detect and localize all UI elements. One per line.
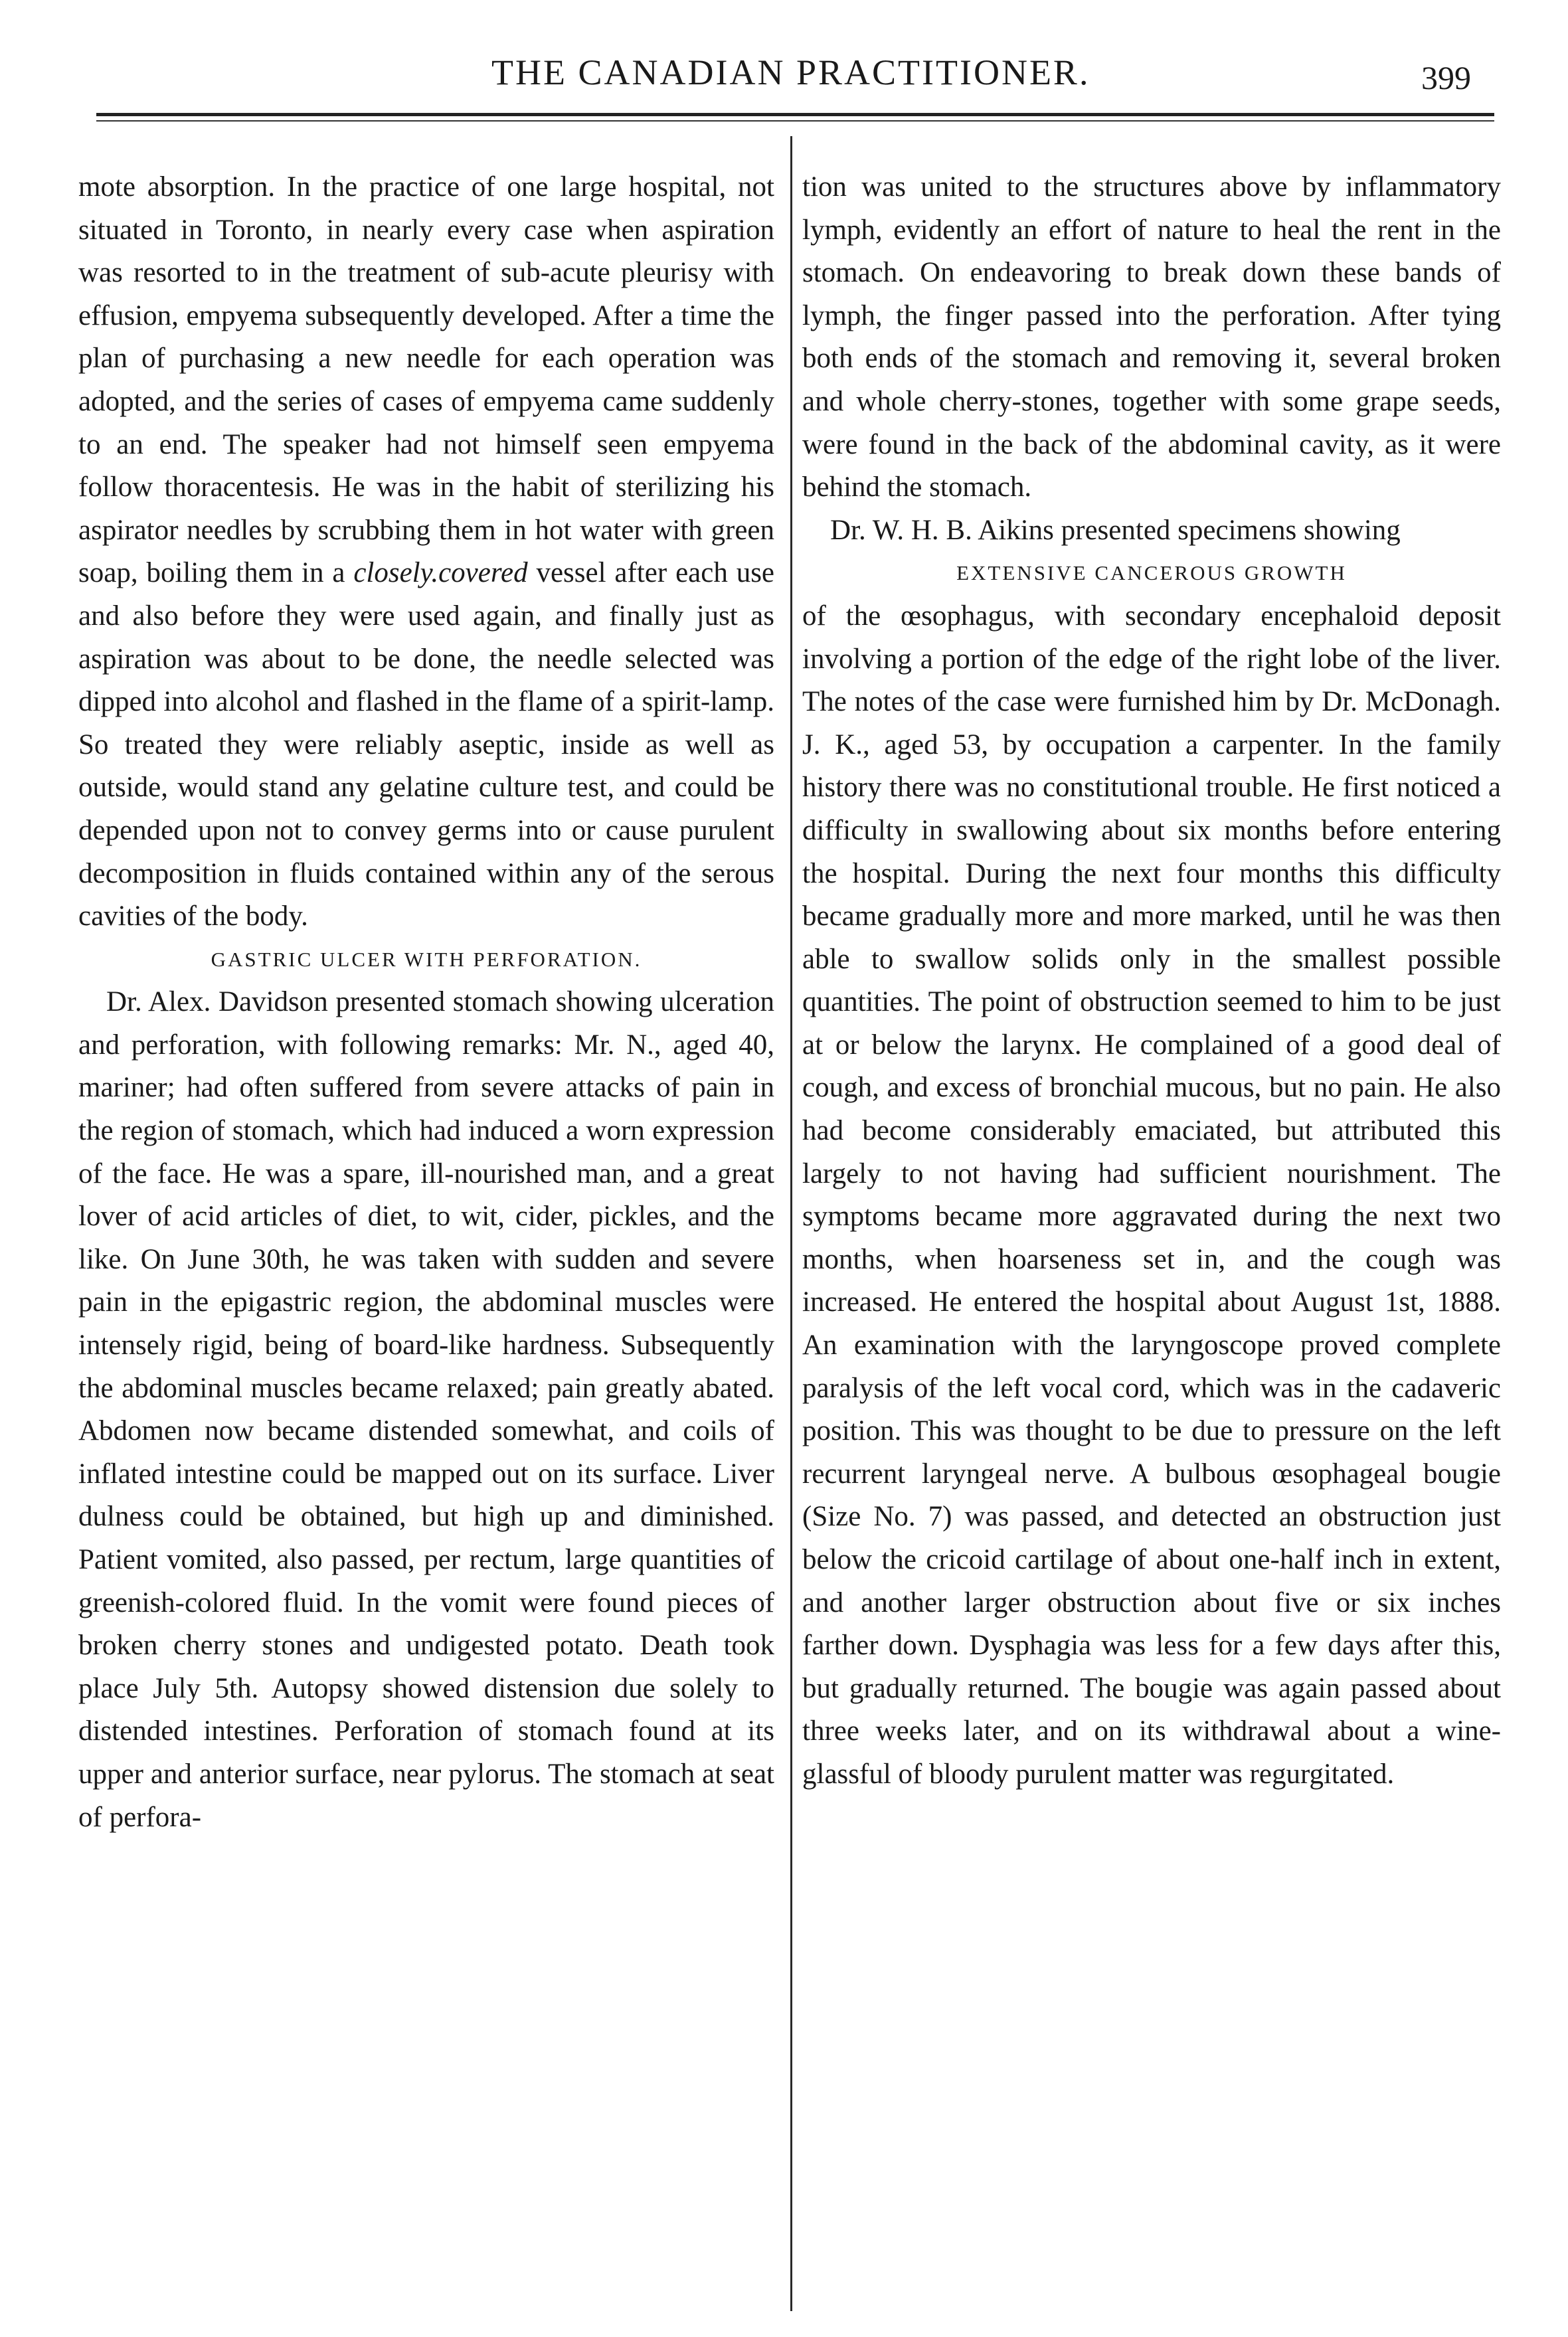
paragraph-oesophagus-case: of the œsophagus, with secondary encephaloid deposit involving a portion of the edge of the right lobe of the liver. The notes of the case were furnished him by Dr. McDonagh. J. K., aged 53, by occupation a carpenter. In the family history there was no constitutional trouble. He first noticed a difficulty in swallowing about six months before entering the hospital. During the next four months this difficulty became gradually more and more marked, until he was then able to swallow solids only in the smallest possible quantities. The point of obstruction seemed to him to be just at or below the larynx. He complained of a good deal of cough, and excess of bronchial mucous, but no pain. He also had become considerably emaciated, but attributed this largely to not having had sufficient nourishment. The symptoms became more aggravated during the next two months, when hoarseness set in, and the cough was increased. He entered the hospital about August 1st, 1888. An examination with the laryngoscope proved complete paralysis of the left vocal cord, which was in the cadaveric position. This was thought to be due to pressure on the left recurrent laryngeal nerve. A bulbous œsophageal bougie (Size No. 7) was passed, and detected an obstruction just below the cricoid cartilage of about one-half inch in extent, and another larger obstruction about five or six inches farther down. Dysphagia was less for a few days after this, but gradually returned. The bougie was again passed about three weeks later, and on its withdrawal about a wine-glassful of bloody purulent matter was regurgitated. <box>802 600 1501 1790</box>
paragraph-davidson: Dr. Alex. Davidson presented stomach showing ulceration and perforation, with following remarks: Mr. N., aged 40, mariner; had often suffered from severe attacks of pain in the region of stomach, which had induced a worn expression of the face. He was a spare, ill-nourished man, and a great lover of acid articles of diet, to wit, cider, pickles, and the like. On June 30th, he was taken with sudden and severe pain in the epigastric region, the abdominal muscles were intensely rigid, being of board-like hardness. Subsequently the abdominal muscles became relaxed; pain greatly abated. Abdomen now became distended somewhat, and coils of inflated intestine could be mapped out on its surface. Liver dulness could be obtained, but high up and diminished. Patient vomited, also passed, per rectum, large quantities of greenish-colored fluid. In the vomit were found pieces of broken cherry stones and undigested potato. Death took place July 5th. Autopsy showed distension due solely to distended intestines. Perforation of stomach found at its upper and anterior surface, near pylorus. The stomach at seat of perfora- <box>78 986 774 1833</box>
right-column <box>802 166 1501 1796</box>
section-heading-gastric-ulcer: GASTRIC ULCER WITH PERFORATION. <box>211 947 642 971</box>
paragraph-text: mote absorption. In the practice of one large hospital, not situated in Toronto, in nearly every case when aspiration was resorted to in the treatment of sub-acute pleurisy with effusion, empyema subsequently developed. After a time the plan of purchasing a new needle for each operation was adopted, and the series of cases of empyema came suddenly to an end. The speaker had not himself seen empyema follow thoracentesis. He was in the habit of sterilizing his aspirator needles by scrubbing them in hot water with green soap, boiling them in a <box>78 171 774 589</box>
header-rule-thick <box>96 113 1494 116</box>
left-column <box>78 166 774 1839</box>
page-number: 399 <box>1421 59 1471 96</box>
header-rule-thin <box>96 120 1494 122</box>
column-divider <box>790 136 792 2311</box>
paragraph-sterilizing <box>78 166 774 938</box>
running-head <box>90 39 1498 112</box>
paragraph-aikins: Dr. W. H. B. Aikins presented specimens showing <box>830 514 1401 546</box>
journal-title: THE CANADIAN PRACTITIONER. <box>491 52 1090 92</box>
section-heading-cancerous-growth: EXTENSIVE CANCEROUS GROWTH <box>956 561 1347 585</box>
paragraph-text: vessel after each use and also before they were used again, and finally just as aspiration was about to be done, the needle selected was dipped into alcohol and flashed in the flame of a spirit-lamp. So treated they were reliably aseptic, inside as well as outside, would stand any gelatine culture test, and could be depended upon not to convey germs into or cause purulent decomposition in fluids contained within any of the serous cavities of the body. <box>78 557 775 932</box>
italic-phrase: closely.covered <box>353 557 528 589</box>
paragraph-perforation-continued: tion was united to the structures above by inflammatory lymph, evidently an effort of nature to heal the rent in the stomach. On endeavoring to break down these bands of lymph, the finger passed into the perforation. After tying both ends of the stomach and removing it, several broken and whole cherry-stones, together with some grape seeds, were found in the back of the abdominal cavity, as it were behind the stomach. <box>802 171 1501 503</box>
